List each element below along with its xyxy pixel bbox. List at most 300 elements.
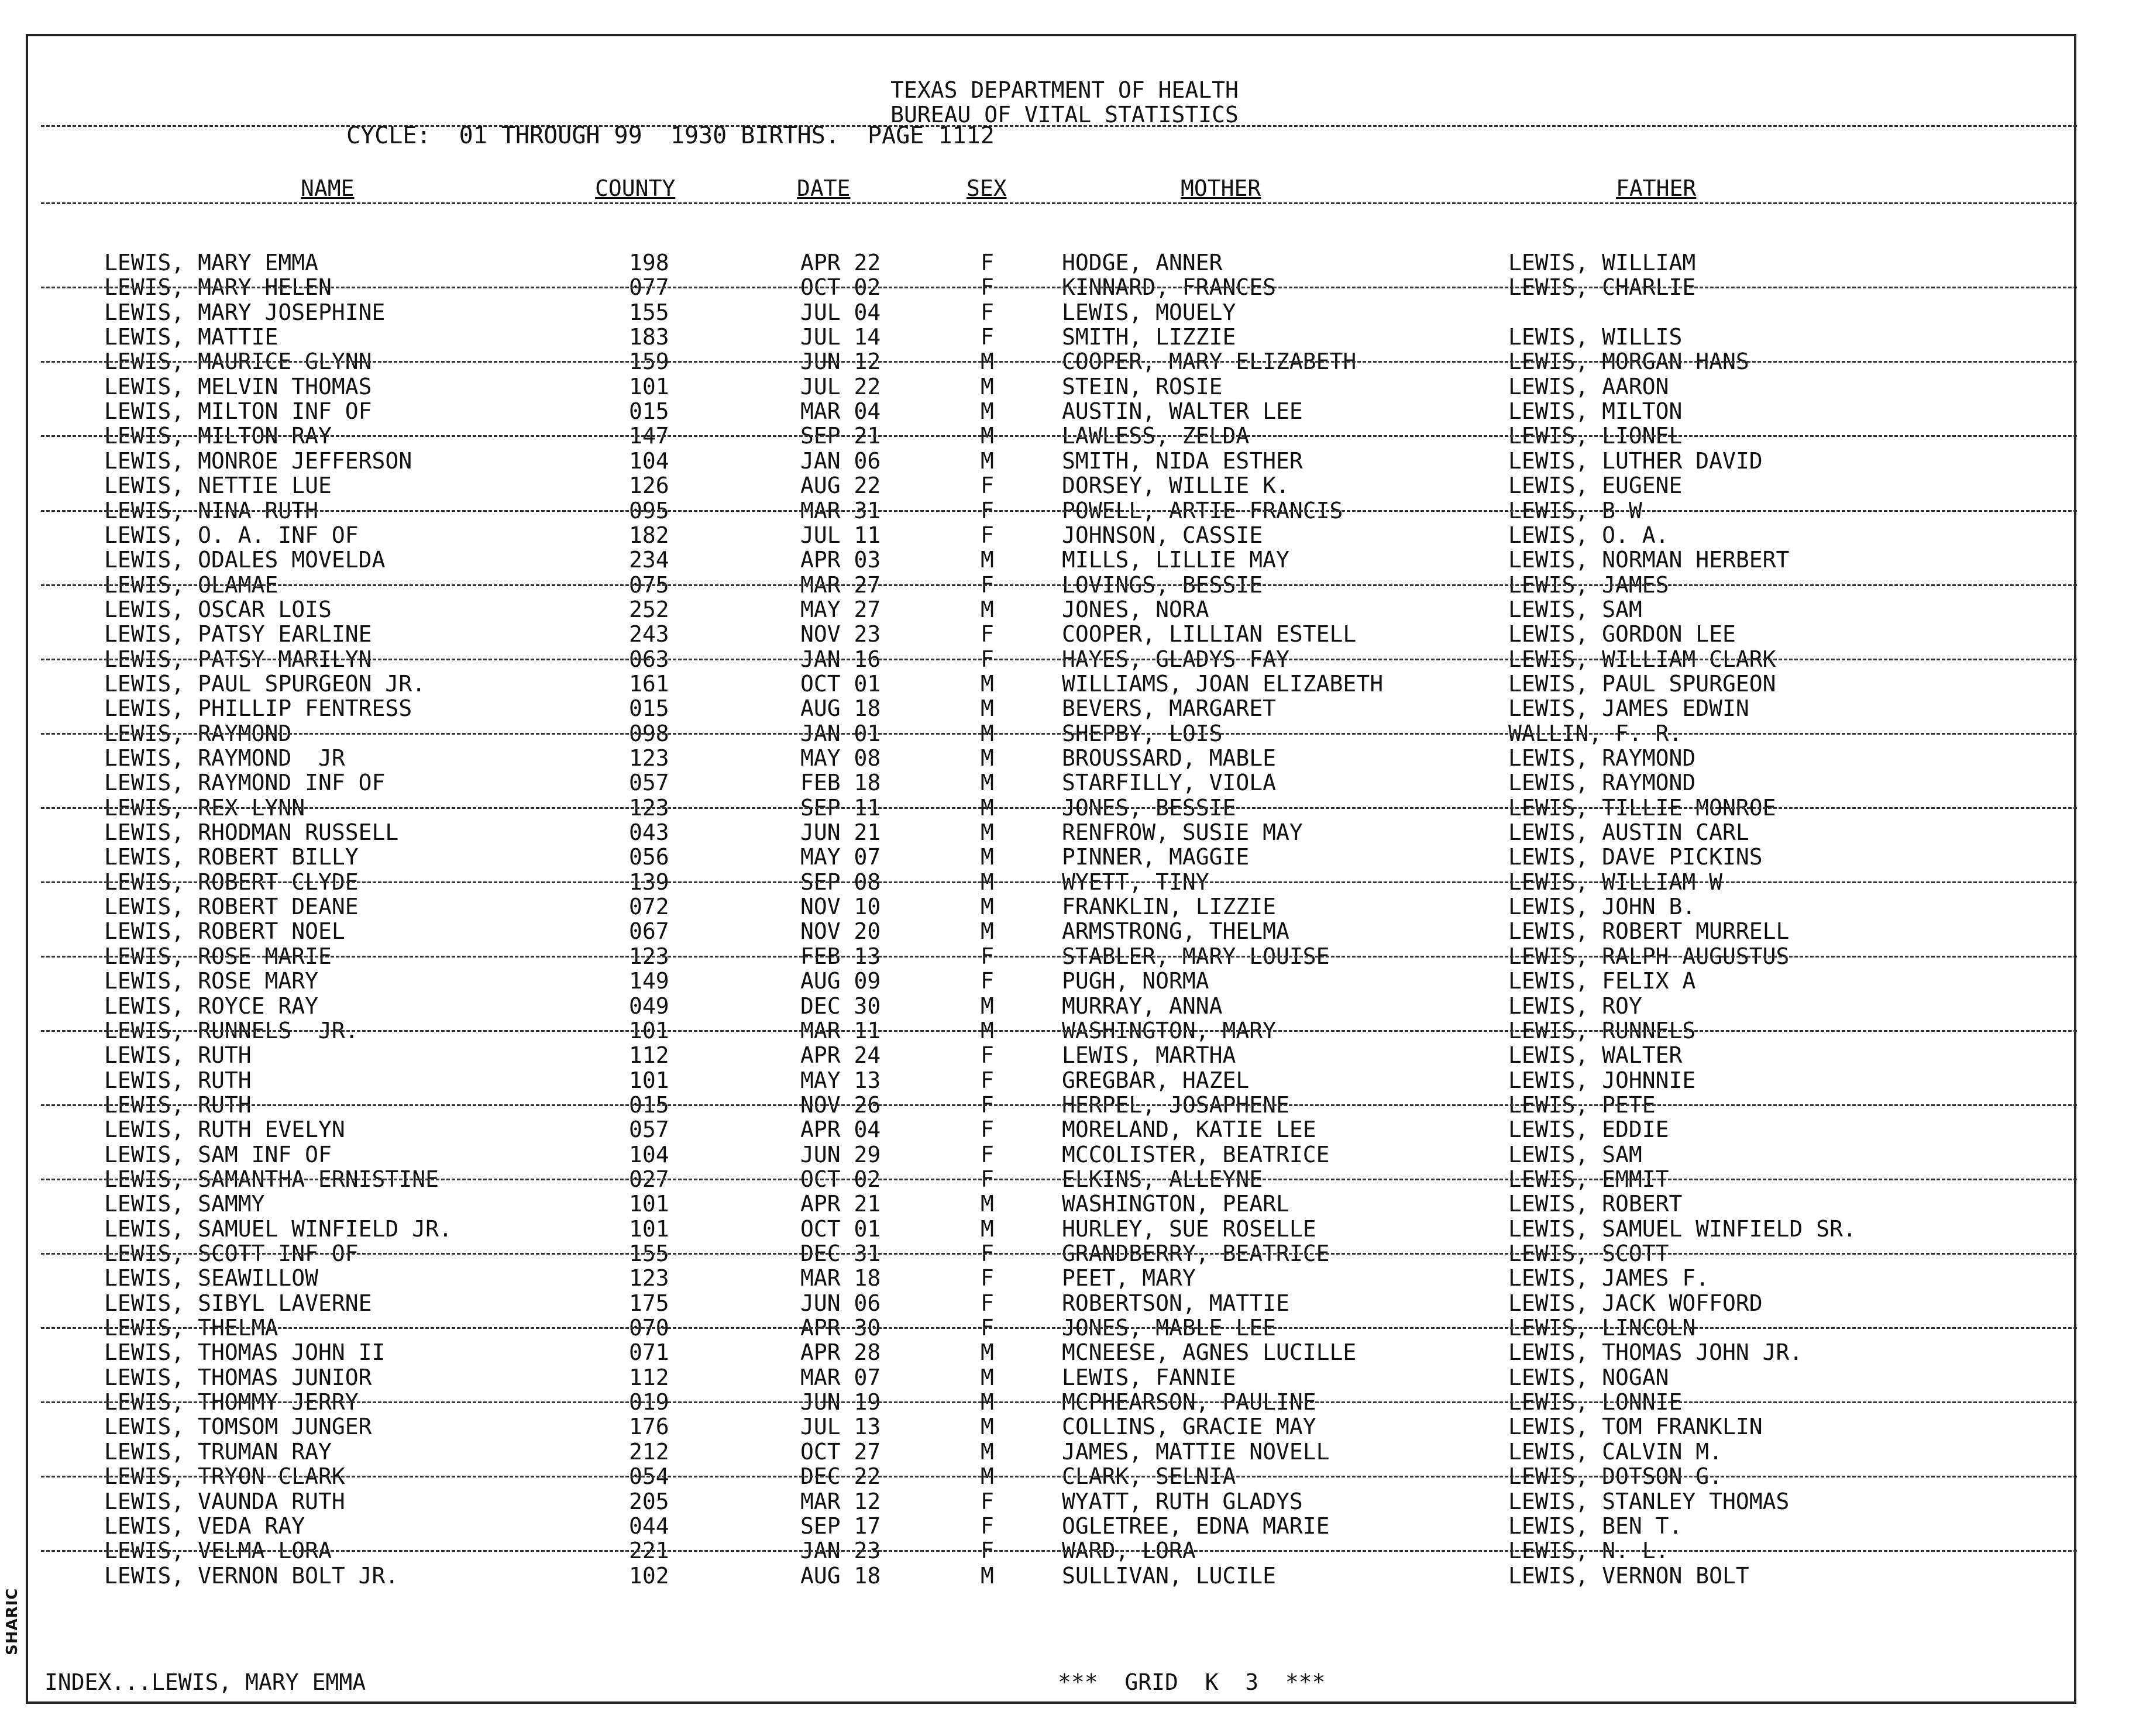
cell-date: MAR 27 xyxy=(800,572,881,598)
cell-name: LEWIS, TRYON CLARK xyxy=(104,1463,345,1489)
cell-father: LEWIS, RAYMOND xyxy=(1508,770,1696,795)
cell-date: DEC 31 xyxy=(800,1241,881,1266)
cell-county: 015 xyxy=(629,695,669,721)
cell-mother: STEIN, ROSIE xyxy=(1062,374,1223,399)
cell-father: LEWIS, TILLIE MONROE xyxy=(1508,795,1776,821)
cell-mother: MURRAY, ANNA xyxy=(1062,993,1223,1019)
cell-name: LEWIS, ROSE MARY xyxy=(104,968,319,994)
cell-sex: M xyxy=(981,671,994,697)
cell-name: LEWIS, THOMMY JERRY xyxy=(104,1389,359,1415)
cell-father: LEWIS, B W xyxy=(1508,498,1642,523)
cell-county: 015 xyxy=(629,1092,669,1118)
cell-county: 182 xyxy=(629,522,669,548)
cell-date: APR 03 xyxy=(800,547,881,573)
cell-county: 077 xyxy=(629,274,669,300)
cell-sex: F xyxy=(981,1117,994,1142)
cell-mother: SULLIVAN, LUCILE xyxy=(1062,1563,1277,1589)
cell-county: 234 xyxy=(629,547,669,573)
row-separator xyxy=(41,361,2077,363)
table-row xyxy=(0,250,2129,275)
cell-mother: STABLER, MARY LOUISE xyxy=(1062,943,1330,969)
cell-mother: OGLETREE, EDNA MARIE xyxy=(1062,1513,1330,1539)
cell-date: JUL 13 xyxy=(800,1414,881,1439)
cell-sex: M xyxy=(981,721,994,746)
table-row xyxy=(0,1514,2129,1538)
cell-father: LEWIS, RUNNELS xyxy=(1508,1018,1696,1043)
cell-father: LEWIS, SAM xyxy=(1508,597,1642,622)
cell-county: 019 xyxy=(629,1389,669,1415)
cell-father: LEWIS, JOHNNIE xyxy=(1508,1067,1696,1093)
column-header-divider xyxy=(41,202,2077,204)
column-header-date: DATE xyxy=(797,175,851,201)
table-row xyxy=(0,1489,2129,1514)
cell-father: LEWIS, WALTER xyxy=(1508,1042,1683,1068)
cell-date: AUG 09 xyxy=(800,968,881,994)
cell-county: 123 xyxy=(629,745,669,771)
cell-date: OCT 27 xyxy=(800,1439,881,1465)
cell-father: LEWIS, LONNIE xyxy=(1508,1389,1683,1415)
cell-county: 102 xyxy=(629,1563,669,1589)
cell-date: MAR 04 xyxy=(800,398,881,424)
cell-sex: M xyxy=(981,1018,994,1043)
cell-mother: SMITH, NIDA ESTHER xyxy=(1062,448,1303,474)
cell-name: LEWIS, RUNNELS JR. xyxy=(104,1018,359,1043)
cell-mother: BROUSSARD, MABLE xyxy=(1062,745,1277,771)
cell-county: 063 xyxy=(629,646,669,672)
cell-sex: M xyxy=(981,1365,994,1390)
table-row xyxy=(0,399,2129,423)
cell-county: 243 xyxy=(629,621,669,647)
row-separator xyxy=(41,733,2077,735)
table-row xyxy=(0,325,2129,349)
cell-name: LEWIS, RUTH xyxy=(104,1092,252,1118)
cell-date: JUL 11 xyxy=(800,522,881,548)
cell-sex: F xyxy=(981,250,994,275)
cell-sex: M xyxy=(981,597,994,622)
cell-father: LEWIS, WILLIS xyxy=(1508,324,1683,350)
cell-sex: M xyxy=(981,1563,994,1589)
cell-county: 072 xyxy=(629,894,669,919)
cell-date: JUN 29 xyxy=(800,1142,881,1167)
row-separator xyxy=(41,1550,2077,1552)
cell-mother: WASHINGTON, PEARL xyxy=(1062,1191,1289,1217)
cell-mother: CLARK, SELNIA xyxy=(1062,1463,1236,1489)
cell-mother: PINNER, MAGGIE xyxy=(1062,844,1250,870)
cell-sex: M xyxy=(981,423,994,449)
cell-name: LEWIS, MILTON INF OF xyxy=(104,398,372,424)
row-separator xyxy=(41,1030,2077,1032)
cell-county: 112 xyxy=(629,1365,669,1390)
table-row xyxy=(0,1266,2129,1290)
cell-father: LEWIS, DOTSON G. xyxy=(1508,1463,1723,1489)
table-row xyxy=(0,696,2129,721)
cell-date: NOV 23 xyxy=(800,621,881,647)
cell-mother: LEWIS, MOUELY xyxy=(1062,299,1236,325)
cell-name: LEWIS, O. A. INF OF xyxy=(104,522,359,548)
cell-name: LEWIS, RUTH EVELYN xyxy=(104,1117,345,1142)
cell-sex: M xyxy=(981,894,994,919)
cell-father: LEWIS, JACK WOFFORD xyxy=(1508,1290,1763,1316)
cell-date: JUL 14 xyxy=(800,324,881,350)
cell-mother: STARFILLY, VIOLA xyxy=(1062,770,1277,795)
cell-name: LEWIS, SAMANTHA ERNISTINE xyxy=(104,1166,439,1192)
table-row xyxy=(0,300,2129,325)
cell-sex: F xyxy=(981,1166,994,1192)
cell-name: LEWIS, VERNON BOLT JR. xyxy=(104,1563,399,1589)
cell-father: LEWIS, JOHN B. xyxy=(1508,894,1696,919)
cell-date: SEP 08 xyxy=(800,869,881,895)
table-row xyxy=(0,770,2129,795)
cell-name: LEWIS, MILTON RAY xyxy=(104,423,332,449)
cell-name: LEWIS, REX LYNN xyxy=(104,795,305,821)
cell-county: 123 xyxy=(629,795,669,821)
cell-mother: JAMES, MATTIE NOVELL xyxy=(1062,1439,1330,1465)
cell-sex: F xyxy=(981,498,994,523)
cell-county: 198 xyxy=(629,250,669,275)
cell-date: NOV 10 xyxy=(800,894,881,919)
cell-father: LEWIS, ROY xyxy=(1508,993,1642,1019)
cell-county: 126 xyxy=(629,473,669,498)
table-row xyxy=(0,547,2129,572)
cell-sex: F xyxy=(981,473,994,498)
row-separator xyxy=(41,807,2077,809)
cell-sex: M xyxy=(981,770,994,795)
row-separator xyxy=(41,881,2077,883)
cell-date: JUL 22 xyxy=(800,374,881,399)
cell-name: LEWIS, ROBERT BILLY xyxy=(104,844,359,870)
cell-date: OCT 02 xyxy=(800,1166,881,1192)
cell-mother: MCPHEARSON, PAULINE xyxy=(1062,1389,1316,1415)
cell-father: LEWIS, RALPH AUGUSTUS xyxy=(1508,943,1790,969)
cell-date: MAR 31 xyxy=(800,498,881,523)
table-row xyxy=(0,994,2129,1018)
row-separator xyxy=(41,1401,2077,1403)
cell-sex: F xyxy=(981,522,994,548)
cell-mother: HERPEL, JOSAPHENE xyxy=(1062,1092,1289,1118)
cell-date: FEB 13 xyxy=(800,943,881,969)
cell-father: LEWIS, JAMES xyxy=(1508,572,1669,598)
table-row xyxy=(0,1068,2129,1093)
cell-father: LEWIS, AUSTIN CARL xyxy=(1508,819,1749,845)
table-row xyxy=(0,523,2129,547)
cell-date: AUG 18 xyxy=(800,695,881,721)
cell-date: NOV 26 xyxy=(800,1092,881,1118)
cell-mother: HURLEY, SUE ROSELLE xyxy=(1062,1216,1316,1242)
cell-date: DEC 22 xyxy=(800,1463,881,1489)
cell-mother: KINNARD, FRANCES xyxy=(1062,274,1277,300)
row-separator xyxy=(41,510,2077,512)
cell-mother: WYATT, RUTH GLADYS xyxy=(1062,1489,1303,1514)
cell-name: LEWIS, SAMUEL WINFIELD JR. xyxy=(104,1216,452,1242)
cell-sex: F xyxy=(981,324,994,350)
cell-county: 221 xyxy=(629,1538,669,1563)
cell-date: MAY 08 xyxy=(800,745,881,771)
cell-date: MAR 11 xyxy=(800,1018,881,1043)
cell-father: LEWIS, EMMIT xyxy=(1508,1166,1669,1192)
cell-name: LEWIS, PAUL SPURGEON JR. xyxy=(104,671,426,697)
cell-county: 147 xyxy=(629,423,669,449)
cell-date: SEP 21 xyxy=(800,423,881,449)
table-row xyxy=(0,1414,2129,1439)
table-row xyxy=(0,622,2129,646)
row-separator xyxy=(41,956,2077,957)
cell-mother: PEET, MARY xyxy=(1062,1265,1196,1291)
table-row xyxy=(0,1217,2129,1241)
cell-father: LEWIS, CHARLIE xyxy=(1508,274,1696,300)
cell-sex: F xyxy=(981,1142,994,1167)
cell-county: 252 xyxy=(629,597,669,622)
cell-county: 104 xyxy=(629,1142,669,1167)
cell-sex: M xyxy=(981,1339,994,1365)
cell-father: LEWIS, PETE xyxy=(1508,1092,1656,1118)
cell-father: LEWIS, STANLEY THOMAS xyxy=(1508,1489,1790,1514)
cell-county: 044 xyxy=(629,1513,669,1539)
cell-name: LEWIS, SAM INF OF xyxy=(104,1142,332,1167)
cell-sex: M xyxy=(981,1463,994,1489)
cell-mother: MCNEESE, AGNES LUCILLE xyxy=(1062,1339,1357,1365)
cell-sex: F xyxy=(981,572,994,598)
cell-father: LEWIS, EDDIE xyxy=(1508,1117,1669,1142)
cell-date: JAN 23 xyxy=(800,1538,881,1563)
cell-county: 159 xyxy=(629,349,669,374)
cell-county: 075 xyxy=(629,572,669,598)
cell-father: LEWIS, PAUL SPURGEON xyxy=(1508,671,1776,697)
row-separator xyxy=(41,287,2077,288)
bureau-title: BUREAU OF VITAL STATISTICS xyxy=(890,102,1239,128)
row-separator xyxy=(41,659,2077,660)
cell-name: LEWIS, MARY HELEN xyxy=(104,274,332,300)
cell-sex: F xyxy=(981,1042,994,1068)
cell-father: LEWIS, ROBERT xyxy=(1508,1191,1683,1217)
cell-father: LEWIS, GORDON LEE xyxy=(1508,621,1736,647)
table-row xyxy=(0,473,2129,498)
cell-mother: WARD, LORA xyxy=(1062,1538,1196,1563)
cell-mother: ARMSTRONG, THELMA xyxy=(1062,918,1289,944)
cell-date: JUN 19 xyxy=(800,1389,881,1415)
cell-mother: ROBERTSON, MATTIE xyxy=(1062,1290,1289,1316)
cell-father: LEWIS, LIONEL xyxy=(1508,423,1683,449)
cell-mother: BEVERS, MARGARET xyxy=(1062,695,1277,721)
cell-mother: JONES, NORA xyxy=(1062,597,1209,622)
cell-name: LEWIS, RAYMOND xyxy=(104,721,292,746)
cell-county: 101 xyxy=(629,1067,669,1093)
cell-county: 015 xyxy=(629,398,669,424)
cell-sex: M xyxy=(981,398,994,424)
cell-county: 057 xyxy=(629,770,669,795)
cell-father: LEWIS, MORGAN HANS xyxy=(1508,349,1749,374)
cell-sex: F xyxy=(981,1067,994,1093)
cell-county: 071 xyxy=(629,1339,669,1365)
cell-mother: PUGH, NORMA xyxy=(1062,968,1209,994)
cell-county: 057 xyxy=(629,1117,669,1142)
cell-father: LEWIS, WILLIAM CLARK xyxy=(1508,646,1776,672)
cell-name: LEWIS, ROBERT CLYDE xyxy=(104,869,359,895)
cell-date: JUL 04 xyxy=(800,299,881,325)
cell-mother: GREGBAR, HAZEL xyxy=(1062,1067,1250,1093)
cell-sex: F xyxy=(981,968,994,994)
cell-name: LEWIS, VELMA LORA xyxy=(104,1538,332,1563)
cycle-line: CYCLE: 01 THROUGH 99 1930 BIRTHS. PAGE 1112 xyxy=(346,122,995,149)
row-separator xyxy=(41,1327,2077,1329)
cell-sex: F xyxy=(981,1489,994,1514)
cell-father: LEWIS, THOMAS JOHN JR. xyxy=(1508,1339,1803,1365)
cell-date: AUG 18 xyxy=(800,1563,881,1589)
cell-father: LEWIS, JAMES F. xyxy=(1508,1265,1710,1291)
table-row xyxy=(0,919,2129,943)
cell-father: LEWIS, WILLIAM W xyxy=(1508,869,1723,895)
cell-county: 149 xyxy=(629,968,669,994)
cell-sex: M xyxy=(981,918,994,944)
cell-date: FEB 18 xyxy=(800,770,881,795)
column-header-county: COUNTY xyxy=(595,175,676,201)
cell-county: 212 xyxy=(629,1439,669,1465)
cell-mother: LEWIS, MARTHA xyxy=(1062,1042,1236,1068)
row-separator xyxy=(41,584,2077,586)
table-row xyxy=(0,1439,2129,1464)
cell-date: OCT 01 xyxy=(800,1216,881,1242)
table-row xyxy=(0,671,2129,696)
cell-father: LEWIS, SAM xyxy=(1508,1142,1642,1167)
cell-date: APR 28 xyxy=(800,1339,881,1365)
cell-sex: F xyxy=(981,1265,994,1291)
cell-county: 070 xyxy=(629,1315,669,1341)
cell-name: LEWIS, TOMSOM JUNGER xyxy=(104,1414,372,1439)
table-row xyxy=(0,1563,2129,1588)
cell-date: APR 04 xyxy=(800,1117,881,1142)
cell-date: JAN 01 xyxy=(800,721,881,746)
cell-date: JUN 21 xyxy=(800,819,881,845)
cell-sex: M xyxy=(981,547,994,573)
cell-county: 175 xyxy=(629,1290,669,1316)
cell-county: 205 xyxy=(629,1489,669,1514)
cell-sex: F xyxy=(981,299,994,325)
cell-county: 056 xyxy=(629,844,669,870)
cell-father: LEWIS, LUTHER DAVID xyxy=(1508,448,1763,474)
cell-mother: GRANDBERRY, BEATRICE xyxy=(1062,1241,1330,1266)
cell-mother: SMITH, LIZZIE xyxy=(1062,324,1236,350)
cell-sex: M xyxy=(981,869,994,895)
cell-county: 101 xyxy=(629,1018,669,1043)
table-row xyxy=(0,374,2129,399)
cell-county: 123 xyxy=(629,943,669,969)
cell-date: NOV 20 xyxy=(800,918,881,944)
table-row xyxy=(0,746,2129,770)
table-row xyxy=(0,845,2129,869)
cell-county: 101 xyxy=(629,1191,669,1217)
cell-mother: COOPER, MARY ELIZABETH xyxy=(1062,349,1357,374)
cell-name: LEWIS, RAYMOND JR xyxy=(104,745,345,771)
cell-father: LEWIS, NORMAN HERBERT xyxy=(1508,547,1790,573)
cell-mother: COLLINS, GRACIE MAY xyxy=(1062,1414,1316,1439)
cell-county: 101 xyxy=(629,374,669,399)
cell-date: MAR 18 xyxy=(800,1265,881,1291)
cell-name: LEWIS, RHODMAN RUSSELL xyxy=(104,819,399,845)
cell-sex: M xyxy=(981,1389,994,1415)
cell-name: LEWIS, THOMAS JOHN II xyxy=(104,1339,386,1365)
table-row xyxy=(0,820,2129,845)
side-label: SHARIC xyxy=(4,1587,21,1655)
column-header-sex: SEX xyxy=(967,175,1007,201)
cell-date: APR 21 xyxy=(800,1191,881,1217)
cell-mother: SHEPBY, LOIS xyxy=(1062,721,1223,746)
table-row xyxy=(0,1340,2129,1365)
cell-date: APR 22 xyxy=(800,250,881,275)
cell-county: 027 xyxy=(629,1166,669,1192)
cell-father: LEWIS, DAVE PICKINS xyxy=(1508,844,1763,870)
cell-name: LEWIS, PATSY MARILYN xyxy=(104,646,372,672)
cell-date: MAY 13 xyxy=(800,1067,881,1093)
cell-father: LEWIS, AARON xyxy=(1508,374,1669,399)
column-header-father: FATHER xyxy=(1616,175,1697,201)
cell-sex: M xyxy=(981,993,994,1019)
cell-mother: DORSEY, WILLIE K. xyxy=(1062,473,1289,498)
cell-sex: M xyxy=(981,695,994,721)
cell-mother: MILLS, LILLIE MAY xyxy=(1062,547,1289,573)
cell-father: LEWIS, TOM FRANKLIN xyxy=(1508,1414,1763,1439)
cell-father: LEWIS, O. A. xyxy=(1508,522,1669,548)
cell-county: 176 xyxy=(629,1414,669,1439)
cell-father: LEWIS, BEN T. xyxy=(1508,1513,1683,1539)
cell-date: MAY 27 xyxy=(800,597,881,622)
cell-date: MAR 12 xyxy=(800,1489,881,1514)
table-row xyxy=(0,597,2129,622)
cell-date: JAN 16 xyxy=(800,646,881,672)
cell-name: LEWIS, MARY EMMA xyxy=(104,250,319,275)
cell-name: LEWIS, MELVIN THOMAS xyxy=(104,374,372,399)
cell-name: LEWIS, ROSE MARIE xyxy=(104,943,332,969)
table-row xyxy=(0,1191,2129,1216)
cell-name: LEWIS, VEDA RAY xyxy=(104,1513,305,1539)
cell-sex: F xyxy=(981,621,994,647)
cell-name: LEWIS, PATSY EARLINE xyxy=(104,621,372,647)
cell-date: SEP 17 xyxy=(800,1513,881,1539)
cell-county: 155 xyxy=(629,1241,669,1266)
cell-name: LEWIS, SCOTT INF OF xyxy=(104,1241,359,1266)
cell-mother: LOVINGS, BESSIE xyxy=(1062,572,1263,598)
row-separator xyxy=(41,1476,2077,1477)
column-header-name: NAME xyxy=(301,175,355,201)
cell-sex: F xyxy=(981,646,994,672)
cell-name: LEWIS, THOMAS JUNIOR xyxy=(104,1365,372,1390)
cell-sex: M xyxy=(981,448,994,474)
cell-father: WALLIN, F. R. xyxy=(1508,721,1683,746)
cell-name: LEWIS, RUTH xyxy=(104,1042,252,1068)
cell-father: LEWIS, SCOTT xyxy=(1508,1241,1669,1266)
cell-mother: ELKINS, ALLEYNE xyxy=(1062,1166,1263,1192)
cell-mother: LAWLESS, ZELDA xyxy=(1062,423,1250,449)
cell-sex: F xyxy=(981,1290,994,1316)
cell-sex: M xyxy=(981,844,994,870)
cell-father: LEWIS, N. L. xyxy=(1508,1538,1669,1563)
cell-sex: M xyxy=(981,819,994,845)
cell-date: MAY 07 xyxy=(800,844,881,870)
cell-county: 155 xyxy=(629,299,669,325)
cell-county: 123 xyxy=(629,1265,669,1291)
cell-name: LEWIS, OSCAR LOIS xyxy=(104,597,332,622)
cell-county: 095 xyxy=(629,498,669,523)
cell-sex: M xyxy=(981,1439,994,1465)
cell-mother: WASHINGTON, MARY xyxy=(1062,1018,1277,1043)
cell-county: 043 xyxy=(629,819,669,845)
cell-name: LEWIS, PHILLIP FENTRESS xyxy=(104,695,412,721)
cell-county: 161 xyxy=(629,671,669,697)
index-footer: INDEX...LEWIS, MARY EMMA xyxy=(44,1669,366,1695)
cell-date: SEP 11 xyxy=(800,795,881,821)
cell-county: 104 xyxy=(629,448,669,474)
cell-county: 139 xyxy=(629,869,669,895)
cell-sex: M xyxy=(981,795,994,821)
cell-father: LEWIS, LINCOLN xyxy=(1508,1315,1696,1341)
